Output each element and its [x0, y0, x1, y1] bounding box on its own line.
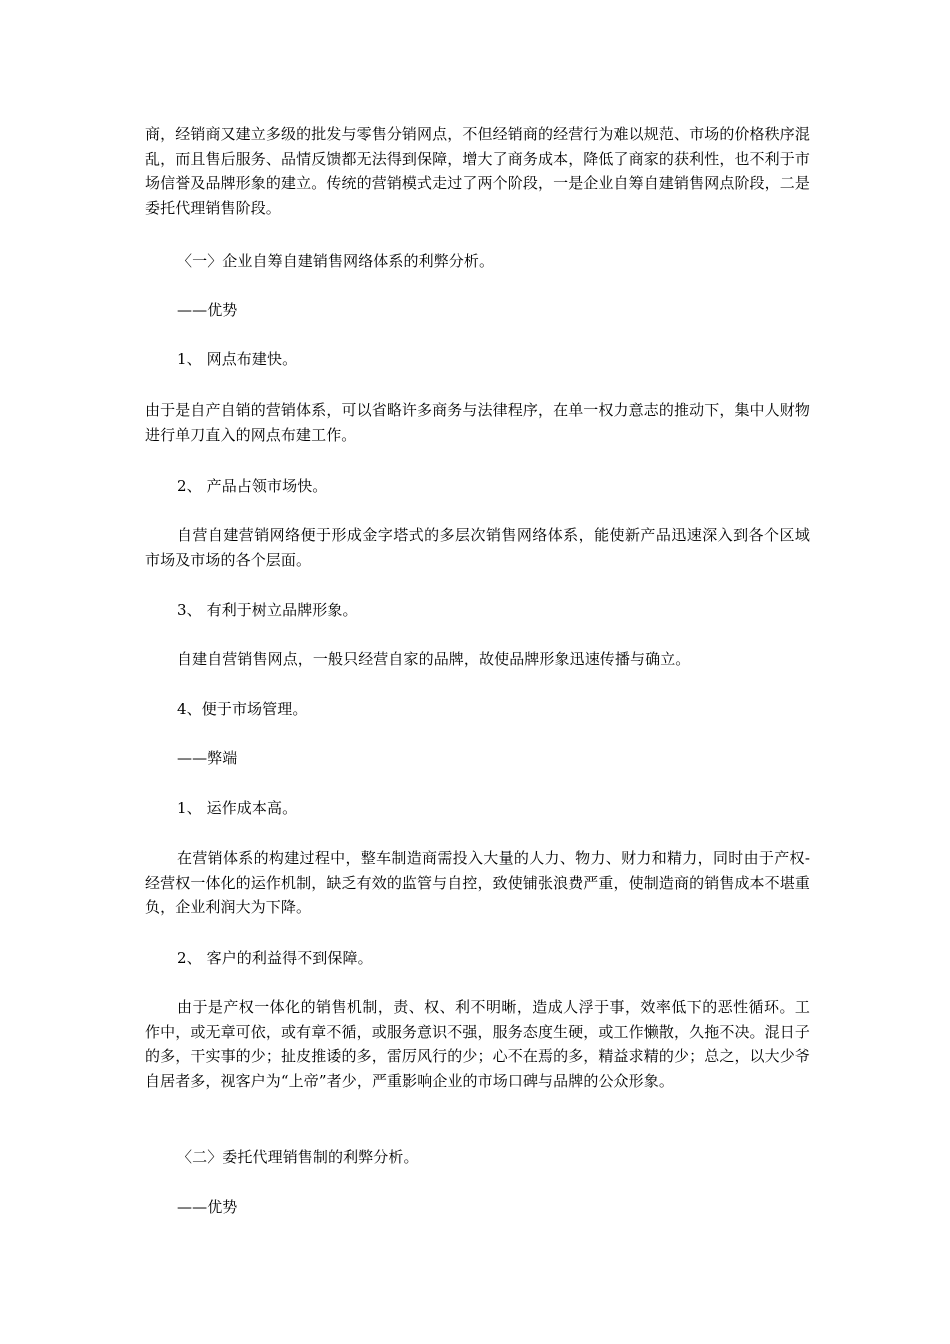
paragraph: 由于是自产自销的营销体系，可以省略许多商务与法律程序，在单一权力意志的推动下，集中人财物进行单刀直入的网点布建工作。	[145, 401, 810, 444]
list-item-heading: 1、 网点布建快。	[177, 350, 298, 368]
list-item-heading: 2、 产品占领市场快。	[177, 477, 328, 495]
subheading-disadvantages: ——弊端	[177, 749, 238, 767]
paragraph: 自营自建营销网络便于形成金字塔式的多层次销售网络体系，能使新产品迅速深入到各个区域市场及市场的各个层面。	[145, 526, 810, 569]
subheading-advantages: ——优势	[177, 1198, 238, 1216]
section-heading-1: 〈一〉企业自筹自建销售网络体系的利弊分析。	[177, 252, 495, 270]
paragraph-intro-continued: 商，经销商又建立多级的批发与零售分销网点，不但经销商的经营行为难以规范、市场的价格秩序混乱，而且售后服务、品情反馈都无法得到保障，增大了商务成本，降低了商家的获利性，也不利于市场信誉及品牌形象的建立。传统的营销模式走过了两个阶段，一是企业自筹自建销售网点阶段，二是委托代理销售阶段。	[145, 125, 810, 217]
paragraph: 由于是产权一体化的销售机制，责、权、利不明晰，造成人浮于事，效率低下的恶性循环。工作中，或无章可依，或有章不循，或服务意识不强，服务态度生硬，或工作懒散，久拖不决。混日子的多，干实事的少；扯皮推诿的多，雷厉风行的少；心不在焉的多，精益求精的少；总之，以大少爷自居者多，视客户为“上帝”者少，严重影响企业的市场口碑与品牌的公众形象。	[145, 998, 810, 1090]
subheading-advantages: ——优势	[177, 301, 238, 319]
list-item-heading: 2、 客户的利益得不到保障。	[177, 949, 373, 967]
paragraph: 在营销体系的构建过程中，整车制造商需投入大量的人力、物力、财力和精力，同时由于产权-经营权一体化的运作机制，缺乏有效的监管与自控，致使铺张浪费严重，使制造商的销售成本不堪重负，企业利润大为下降。	[145, 849, 810, 916]
list-item-heading: 4、便于市场管理。	[177, 700, 308, 718]
paragraph: 自建自营销售网点，一般只经营自家的品牌，故使品牌形象迅速传播与确立。	[177, 650, 691, 668]
list-item-heading: 3、 有利于树立品牌形象。	[177, 601, 358, 619]
section-heading-2: 〈二〉委托代理销售制的利弊分析。	[177, 1148, 419, 1166]
list-item-heading: 1、 运作成本高。	[177, 799, 298, 817]
